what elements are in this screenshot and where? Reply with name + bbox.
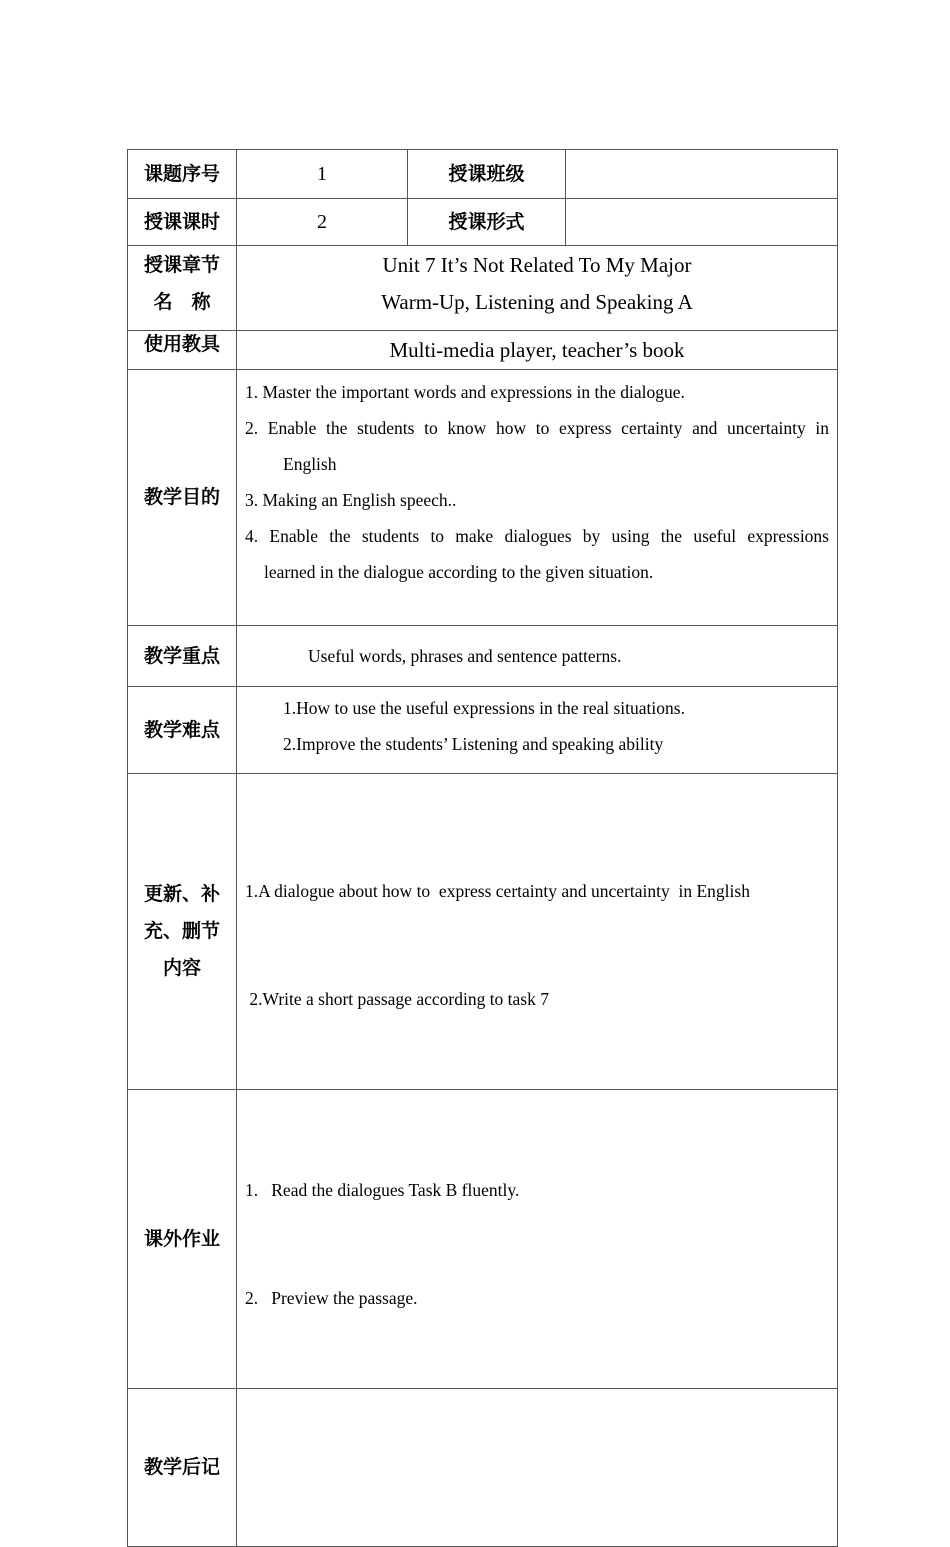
form-label: 授课形式 (408, 199, 566, 246)
postscript-label: 教学后记 (128, 1389, 237, 1547)
updates-list (237, 774, 838, 1090)
objective-item-continuation: English (283, 454, 337, 474)
chapter-label (128, 246, 237, 331)
lesson-no-value: 1 (237, 150, 408, 199)
objective-item: 4. Enable the students to make dialogues by using the useful expressions (245, 526, 829, 546)
difficulties-label: 教学难点 (128, 687, 237, 774)
row-tools (128, 331, 838, 370)
chapter-title (237, 246, 838, 331)
tools-label: 使用教具 (128, 331, 237, 370)
homework-item: 1. Read the dialogues Task B fluently. (245, 1180, 520, 1200)
row-hours (128, 199, 838, 246)
updates-label (128, 774, 237, 1090)
tools-value: Multi-media player, teacher’s book (237, 331, 838, 370)
homework-item: 2. Preview the passage. (245, 1288, 418, 1308)
objectives-list (237, 370, 838, 626)
row-chapter (128, 246, 838, 331)
key-points-value: Useful words, phrases and sentence patterns. (237, 626, 838, 687)
difficulty-item: 1.How to use the useful expressions in the real situations. (283, 698, 685, 718)
update-item: 1.A dialogue about how to express certainty and uncertainty in English (245, 881, 750, 901)
key-points-label: 教学重点 (128, 626, 237, 687)
class-value (566, 150, 838, 199)
lesson-plan-table (127, 149, 838, 1547)
objective-item: 2. Enable the students to know how to express certainty and uncertainty in (245, 418, 829, 438)
objective-item: 3. Making an English speech.. (245, 490, 457, 510)
objective-item: 1. Master the important words and expressions in the dialogue. (245, 382, 685, 402)
class-label: 授课班级 (408, 150, 566, 199)
hours-label: 授课课时 (128, 199, 237, 246)
row-updates (128, 774, 838, 1090)
lesson-no-label: 课题序号 (128, 150, 237, 199)
updates-label-line2: 充、删节 (143, 920, 220, 942)
objectives-label: 教学目的 (128, 370, 237, 626)
postscript-value (237, 1389, 838, 1547)
homework-label: 课外作业 (128, 1090, 237, 1389)
row-difficulties (128, 687, 838, 774)
updates-label-line1: 更新、补 (143, 883, 220, 905)
update-item: 2.Write a short passage according to task 7 (245, 989, 549, 1009)
objective-item-continuation: learned in the dialogue according to the given situation. (264, 562, 654, 582)
row-objectives (128, 370, 838, 626)
updates-label-line3: 内容 (162, 957, 201, 979)
difficulty-item: 2.Improve the students’ Listening and speaking ability (283, 734, 664, 754)
form-value (566, 199, 838, 246)
chapter-label-line2: 名 称 (153, 291, 211, 313)
chapter-label-line1: 授课章节 (143, 254, 220, 276)
difficulties-list (237, 687, 838, 774)
hours-value: 2 (237, 199, 408, 246)
row-postscript (128, 1389, 838, 1547)
chapter-title-line1: Unit 7 It’s Not Related To My Major (382, 253, 692, 277)
chapter-title-line2: Warm-Up, Listening and Speaking A (381, 290, 693, 314)
row-lesson-no (128, 150, 838, 199)
row-key-points (128, 626, 838, 687)
